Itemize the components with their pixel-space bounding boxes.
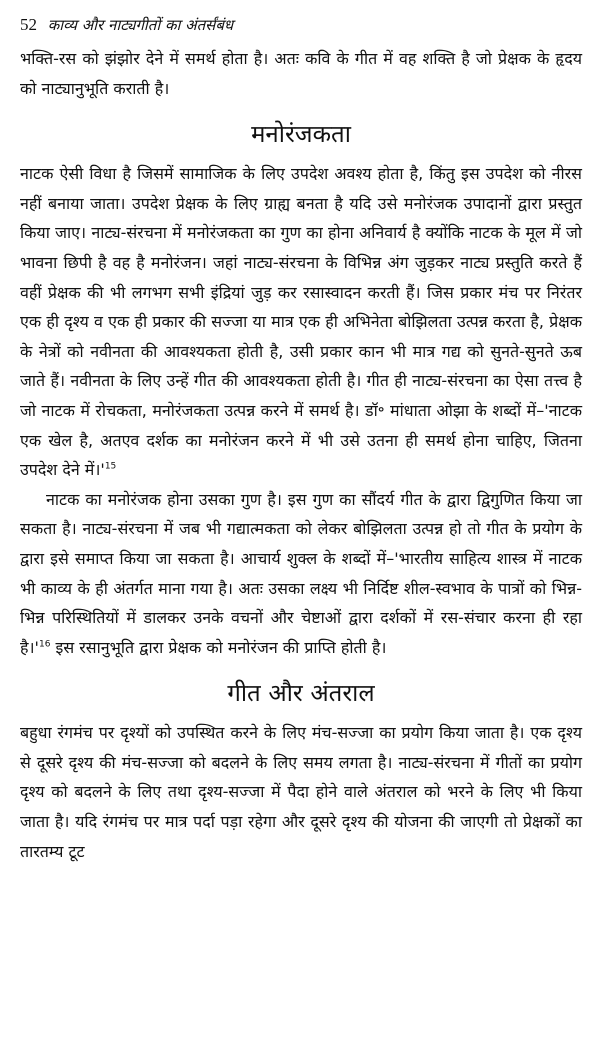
paragraph-text: नाटक का मनोरंजक होना उसका गुण है। इस गुण का सौंदर्य गीत के द्वारा द्विगुणित किया जा सकता है। नाट्य-संरचना में जब भी गद्यात्मकता को लेकर बोझिलता उत्पन्न हो तो गीत के प्रयोग के द्वारा इसे समाप्त किया जा सकता है। आचार्य शुक्ल के शब्दों में–'भारतीय साहित्य शास्त्र में नाटक भी काव्य के ही अंतर्गत माना गया है। अतः उसका लक्ष्य भी निर्दिष्ट शील-स्वभाव के पात्रों को भिन्न-भिन्न परिस्थितियों में डालकर उनके वचनों और चेष्टाओं द्वारा दर्शकों में रस-संचार करना ही रहा है।' bbox=[20, 489, 582, 657]
paragraph-text: नाटक ऐसी विधा है जिसमें सामाजिक के लिए उपदेश अवश्य होता है, किंतु इस उपदेश को नीरस नहीं बनाया जाता। उपदेश प्रेक्षक के लिए ग्राह्य बनता है यदि उसे मनोरंजक उपादानों द्वारा प्रस्तुत किया जाए। नाट्य-संरचना में मनोरंजकता का गुण का होना अनिवार्य है क्योंकि नाटक के मूल में जो भावना छिपी है वह है मनोरंजन। जहां नाट्य-संरचना के विभिन्न अंग जुड़कर नाट्य प्रस्तुति करते हैं वहीं प्रेक्षक की भी लगभग सभी इंद्रियां जुड़ कर रसास्वादन करती हैं। जिस प्रकार मंच पर निरंतर एक ही दृश्य व एक ही प्रकार की सज्जा या मात्र एक ही अभिनेता बोझिलता उत्पन्न करता है, प्रेक्षक के नेत्रों को नवीनता की आवश्यकता होती है, उसी प्रकार कान भी मात्र गद्य को सुनते-सुनते ऊब जाते हैं। नवीनता के लिए उन्हें गीत की आवश्यकता होती है। गीत ही नाट्य-संरचना का ऐसा तत्त्व है जो नाटक में रोचकता, मनोरंजकता उत्पन्न करने में समर्थ है। डॉ॰ मांधाता ओझा के शब्दों में–'नाटक एक खेल है, अतएव दर्शक का मनोरंजन करने में भी उसे उतना ही समर्थ होना चाहिए, जितना उपदेश देने में।' bbox=[20, 164, 582, 480]
paragraph-text: इस रसानुभूति द्वारा प्रेक्षक को मनोरंजन की प्राप्ति होती है। bbox=[50, 637, 387, 657]
section-heading-song-interval: गीत और अंतराल bbox=[227, 679, 375, 708]
page-number: 52 bbox=[20, 15, 37, 34]
paragraph-entertainment-1 bbox=[20, 159, 582, 485]
section-heading-entertainment: मनोरंजकता bbox=[251, 120, 351, 149]
paragraph-song-interval-1: बहुधा रंगमंच पर दृश्यों को उपस्थित करने के लिए मंच-सज्जा का प्रयोग किया जाता है। एक दृश्य से दूसरे दृश्य की मंच-सज्जा को बदलने के लिए समय लगता है। नाट्य-संरचना में गीतों का प्रयोग दृश्य को बदलने के लिए तथा दृश्य-सज्जा में पैदा होने वाले अंतराल को भरने के लिए भी किया जाता है। यदि रंगमंच पर मात्र पर्दा पड़ा रहेगा और दूसरे दृश्य की योजना की जाएगी तो प्रेक्षकों का तारतम्य टूट bbox=[20, 723, 582, 861]
footnote-marker[interactable]: 16 bbox=[38, 639, 51, 650]
footnote-marker[interactable]: 15 bbox=[104, 461, 117, 472]
running-title: काव्य और नाट्यगीतों का अंतर्संबंध bbox=[47, 16, 234, 34]
running-header bbox=[20, 14, 582, 44]
paragraph-entertainment-2 bbox=[20, 485, 582, 663]
paragraph-continued: भक्ति-रस को झंझोर देने में समर्थ होता है। अतः कवि के गीत में वह शक्ति है जो प्रेक्षक के हृदय को नाट्यानुभूति कराती है। bbox=[20, 49, 582, 98]
